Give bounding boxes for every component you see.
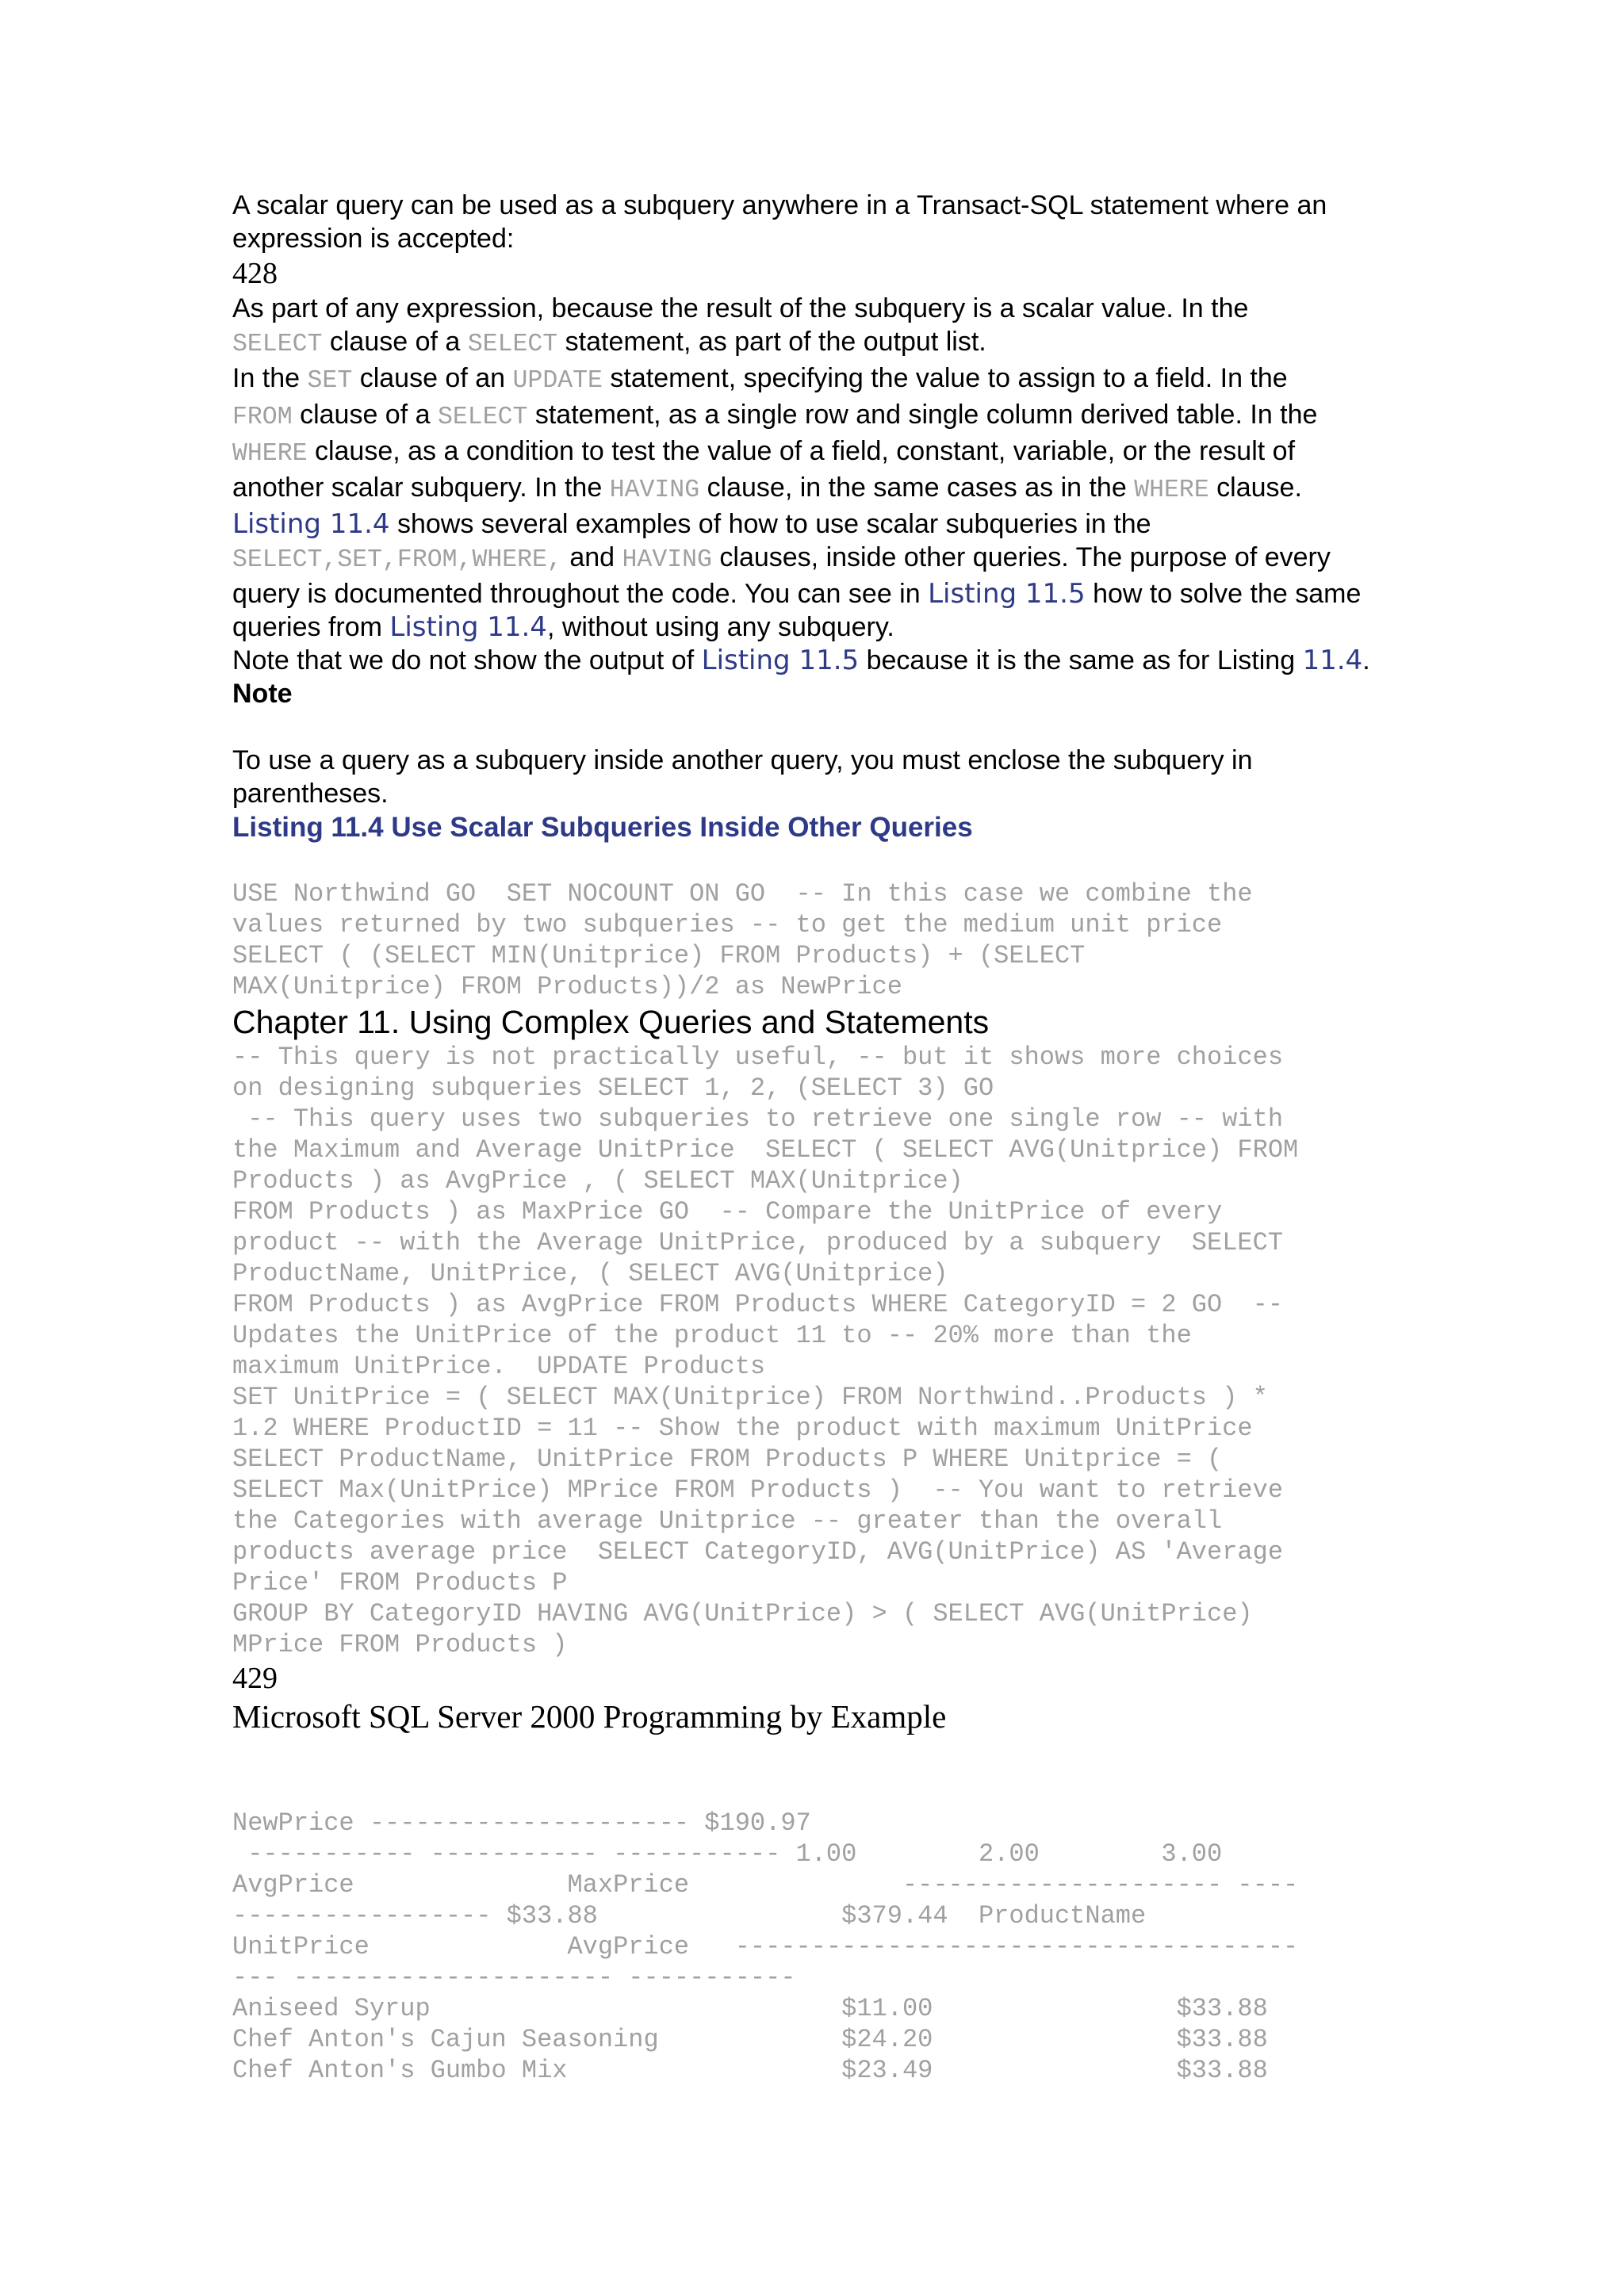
code-line: the Categories with average Unitprice -- greater than the overall xyxy=(232,1506,1223,1536)
code-line: SELECT ProductName, UnitPrice FROM Products P WHERE Unitprice = ( xyxy=(232,1445,1223,1474)
code-line: FROM Products ) as MaxPrice GO -- Compare the UnitPrice of every xyxy=(232,1197,1223,1226)
code-block-b xyxy=(232,1042,1406,1660)
code-line: maximum UnitPrice. UPDATE Products xyxy=(232,1352,766,1381)
listing-link[interactable]: Listing 11.5 xyxy=(928,578,1086,610)
inline-code: WHERE xyxy=(232,440,308,468)
code-line: the Maximum and Average UnitPrice SELECT ( SELECT AVG(Unitprice) FROM xyxy=(232,1135,1299,1165)
body-line-8: query is documented throughout the code. You can see in Listing 11.5 how to solve the same xyxy=(232,578,1362,610)
document-page xyxy=(232,189,1406,2086)
output-line: ----------------- $33.88 $379.44 ProductName xyxy=(232,1901,1147,1931)
body-line-6: Listing 11.4 shows several examples of how to use scalar subqueries in the xyxy=(232,508,1151,540)
output-line: ----------- ----------- ----------- 1.00 2.00 3.00 xyxy=(232,1839,1223,1869)
body-line-10: Note that we do not show the output of Listing 11.5 because it is the same as for Listing 11.4. xyxy=(232,645,1370,676)
code-line: ProductName, UnitPrice, ( SELECT AVG(Unitprice) xyxy=(232,1259,948,1288)
code-line: Price' FROM Products P xyxy=(232,1568,568,1598)
output-line: UnitPrice AvgPrice ------------------------------------- xyxy=(232,1932,1299,1961)
output-line: Chef Anton's Cajun Seasoning $24.20 $33.88 xyxy=(232,2025,1268,2054)
book-title: Microsoft SQL Server 2000 Programming by Example xyxy=(232,1698,947,1735)
inline-code: SELECT xyxy=(437,404,528,431)
body-line-9: queries from Listing 11.4, without using any subquery. xyxy=(232,611,894,643)
code-line: SET UnitPrice = ( SELECT MAX(Unitprice) FROM Northwind..Products ) * xyxy=(232,1383,1268,1412)
code-line: FROM Products ) as AvgPrice FROM Products WHERE CategoryID = 2 GO -- xyxy=(232,1290,1284,1319)
listing-link[interactable]: Listing 11.5 xyxy=(701,645,860,676)
bullet-line-2: In the SET clause of an UPDATE statement, specifying the value to assign to a field. In the xyxy=(232,363,1288,395)
output-line: Aniseed Syrup $11.00 $33.88 xyxy=(232,1994,1268,2023)
bullet-line-3: FROM clause of a SELECT statement, as a single row and single column derived table. In the xyxy=(232,400,1318,431)
code-line: MAX(Unitprice) FROM Products))/2 as NewPrice xyxy=(232,972,902,1001)
inline-code: SELECT xyxy=(232,331,323,358)
body-line-7: SELECT,SET,FROM,WHERE, and HAVING clauses, inside other queries. The purpose of every xyxy=(232,542,1331,574)
output-line: --- --------------------- ----------- xyxy=(232,1963,796,1992)
inline-code: HAVING xyxy=(609,476,700,504)
code-line: Products ) as AvgPrice , ( SELECT MAX(Unitprice) xyxy=(232,1166,963,1196)
inline-code: SELECT,SET,FROM,WHERE, xyxy=(232,546,562,574)
code-line: SELECT Max(UnitPrice) MPrice FROM Products ) -- You want to retrieve xyxy=(232,1475,1284,1505)
code-line: product -- with the Average UnitPrice, produced by a subquery SELECT xyxy=(232,1228,1284,1257)
code-line: on designing subqueries SELECT 1, 2, (SELECT 3) GO xyxy=(232,1073,994,1103)
bullet-line-1: As part of any expression, because the result of the subquery is a scalar value. In the SELECT clause of a SELECT statement, as part of the output list. xyxy=(232,293,1249,358)
output-line: Chef Anton's Gumbo Mix $23.49 $33.88 xyxy=(232,2056,1268,2085)
code-line: Updates the UnitPrice of the product 11 to -- 20% more than the xyxy=(232,1321,1192,1350)
note-text: To use a query as a subquery inside another query, you must enclose the subquery in parentheses. xyxy=(232,745,1253,809)
inline-code: HAVING xyxy=(622,546,712,574)
code-line: MPrice FROM Products ) xyxy=(232,1630,568,1659)
code-line: SELECT ( (SELECT MIN(Unitprice) FROM Products) + (SELECT xyxy=(232,941,1086,970)
code-line: products average price SELECT CategoryID, AVG(UnitPrice) AS 'Average xyxy=(232,1537,1284,1567)
page-number-top: 428 xyxy=(232,257,278,290)
code-line: 1.2 WHERE ProductID = 11 -- Show the product with maximum UnitPrice xyxy=(232,1414,1253,1443)
bullet-line-5: another scalar subquery. In the HAVING clause, in the same cases as in the WHERE clause. xyxy=(232,473,1302,504)
query-output xyxy=(232,1808,1406,2086)
chapter-title: Chapter 11. Using Complex Queries and Statements xyxy=(232,1004,990,1040)
note-heading: Note xyxy=(232,679,293,709)
output-line: AvgPrice MaxPrice --------------------- ---- xyxy=(232,1870,1299,1900)
inline-code: SET xyxy=(307,367,353,395)
bullet-line-4: WHERE clause, as a condition to test the value of a field, constant, variable, or the result of xyxy=(232,436,1296,468)
code-line: -- This query is not practically useful, -- but it shows more choices xyxy=(232,1043,1284,1072)
inline-code: FROM xyxy=(232,404,293,431)
output-line: NewPrice --------------------- $190.97 xyxy=(232,1808,811,1838)
code-block-a xyxy=(232,878,1406,1002)
listing-link[interactable]: 11.4 xyxy=(1302,645,1363,676)
intro-paragraph: A scalar query can be used as a subquery anywhere in a Transact-SQL statement where an expression is accepted: xyxy=(232,190,1327,254)
inline-code: WHERE xyxy=(1134,476,1209,504)
listing-link[interactable]: Listing 11.4 xyxy=(389,611,547,643)
code-line: -- This query uses two subqueries to retrieve one single row -- with xyxy=(232,1104,1284,1134)
listing-heading: Listing 11.4 Use Scalar Subqueries Inside Other Queries xyxy=(232,812,973,843)
code-line: values returned by two subqueries -- to get the medium unit price xyxy=(232,910,1223,939)
page-number-bottom: 429 xyxy=(232,1662,278,1695)
code-line: USE Northwind GO SET NOCOUNT ON GO -- In this case we combine the xyxy=(232,879,1253,909)
code-line: GROUP BY CategoryID HAVING AVG(UnitPrice) > ( SELECT AVG(UnitPrice) xyxy=(232,1599,1253,1628)
inline-code: UPDATE xyxy=(512,367,603,395)
listing-link[interactable]: Listing 11.4 xyxy=(232,508,390,540)
inline-code: SELECT xyxy=(467,331,558,358)
